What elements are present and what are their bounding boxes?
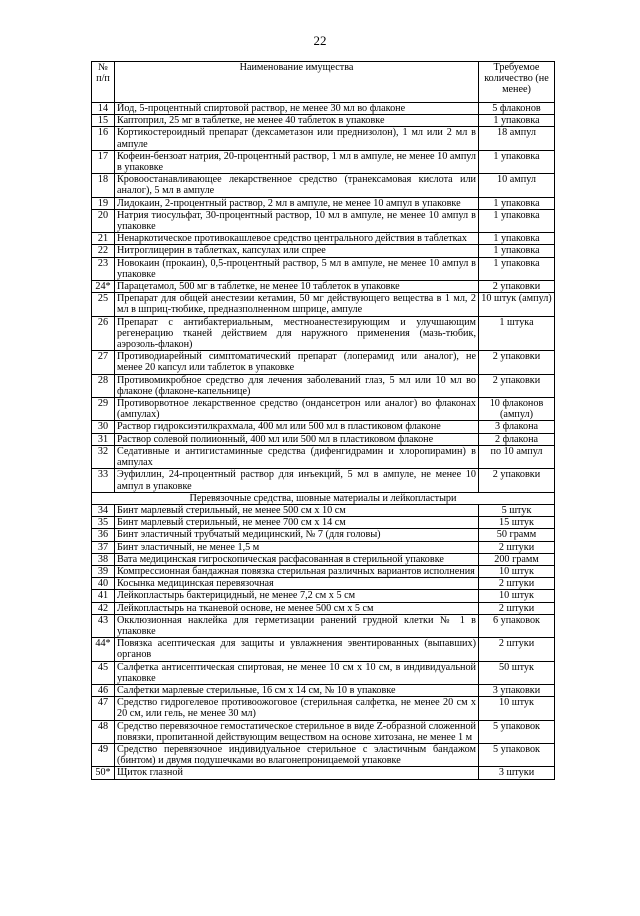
cell-num: 44* <box>92 638 115 661</box>
cell-qty: 2 упаковки <box>479 374 555 397</box>
cell-num: 22 <box>92 245 115 257</box>
cell-qty: 1 упаковка <box>479 233 555 245</box>
cell-name: Новокаин (прокаин), 0,5-процентный раствор, 5 мл в ампуле, не менее 10 ампул в упаковке <box>115 257 479 280</box>
table-row <box>92 281 555 293</box>
cell-num: 29 <box>92 398 115 421</box>
cell-qty: 6 упаковок <box>479 614 555 637</box>
cell-qty: 10 штук <box>479 590 555 602</box>
cell-name: Бинт эластичный, не менее 1,5 м <box>115 541 479 553</box>
cell-name: Противорвотное лекарственное средство (ондансетрон или аналог) во флаконах (ампулах) <box>115 398 479 421</box>
cell-qty: 1 упаковка <box>479 115 555 127</box>
table-header-row <box>92 62 555 103</box>
cell-num: 23 <box>92 257 115 280</box>
cell-num: 45 <box>92 661 115 684</box>
cell-name: Препарат для общей анестезии кетамин, 50 мг действующего вещества в 1 мл, 2 мл в шприц-тюбике, предназполненном шприце, ампуле <box>115 293 479 316</box>
cell-qty: 18 ампул <box>479 127 555 150</box>
cell-name: Натрия тиосульфат, 30-процентный раствор, 10 мл в ампуле, не менее 10 ампул в упаковке <box>115 209 479 232</box>
section-row <box>92 492 555 504</box>
cell-num: 50* <box>92 767 115 779</box>
table-row <box>92 469 555 492</box>
cell-qty: 1 упаковка <box>479 150 555 173</box>
cell-name: Компрессионная бандажная повязка стерильная различных вариантов исполнения <box>115 565 479 577</box>
cell-num: 47 <box>92 697 115 720</box>
cell-num: 21 <box>92 233 115 245</box>
cell-qty: 2 штуки <box>479 578 555 590</box>
table-row <box>92 150 555 173</box>
cell-name: Каптоприл, 25 мг в таблетке, не менее 40 таблеток в упаковке <box>115 115 479 127</box>
cell-qty: 1 штука <box>479 316 555 351</box>
cell-qty: 50 грамм <box>479 529 555 541</box>
table-row <box>92 445 555 468</box>
table-row <box>92 421 555 433</box>
cell-num: 16 <box>92 127 115 150</box>
cell-num: 17 <box>92 150 115 173</box>
table-row <box>92 517 555 529</box>
table-row <box>92 743 555 766</box>
section-title: Перевязочные средства, шовные материалы и лейкопластыри <box>92 492 555 504</box>
table-row <box>92 602 555 614</box>
table-row <box>92 197 555 209</box>
cell-name: Йод, 5-процентный спиртовой раствор, не менее 30 мл во флаконе <box>115 103 479 115</box>
table-row <box>92 661 555 684</box>
cell-num: 34 <box>92 504 115 516</box>
cell-num: 48 <box>92 720 115 743</box>
cell-name: Средство гидрогелевое противоожоговое (стерильная салфетка, не менее 20 см х 20 см, или гель, не менее 30 мл) <box>115 697 479 720</box>
cell-qty: 3 штуки <box>479 767 555 779</box>
table-row <box>92 103 555 115</box>
cell-name: Препарат с антибактериальным, местноанестезирующим и улучшающим регенерацию тканей действием для наружного применения (мазь-тюбик, аэрозоль-флакон) <box>115 316 479 351</box>
cell-num: 15 <box>92 115 115 127</box>
cell-num: 32 <box>92 445 115 468</box>
cell-num: 46 <box>92 684 115 696</box>
table-row <box>92 720 555 743</box>
cell-name: Парацетамол, 500 мг в таблетке, не менее 10 таблеток в упаковке <box>115 281 479 293</box>
cell-num: 39 <box>92 565 115 577</box>
table-row <box>92 257 555 280</box>
inventory-table <box>91 61 555 780</box>
cell-num: 49 <box>92 743 115 766</box>
cell-name: Окклюзионная наклейка для герметизации ранений грудной клетки № 1 в упаковке <box>115 614 479 637</box>
table-row <box>92 767 555 779</box>
cell-qty: 10 флаконов (ампул) <box>479 398 555 421</box>
cell-name: Противодиарейный симптоматический препарат (лоперамид или аналог), не менее 20 капсул или таблеток в упаковке <box>115 351 479 374</box>
cell-name: Средство перевязочное индивидуальное стерильное с эластичным бандажом (бинтом) и двумя подушечками во влагонепроницаемой упаковке <box>115 743 479 766</box>
cell-qty: 5 флаконов <box>479 103 555 115</box>
cell-num: 36 <box>92 529 115 541</box>
cell-name: Раствор гидроксиэтилкрахмала, 400 мл или 500 мл в пластиковом флаконе <box>115 421 479 433</box>
table-body <box>92 103 555 780</box>
table-row <box>92 245 555 257</box>
cell-name: Эуфиллин, 24-процентный раствор для инъекций, 5 мл в ампуле, не менее 10 ампул в упаковке <box>115 469 479 492</box>
cell-name: Нитроглицерин в таблетках, капсулах или спрее <box>115 245 479 257</box>
cell-num: 24* <box>92 281 115 293</box>
cell-qty: 2 упаковки <box>479 351 555 374</box>
cell-num: 19 <box>92 197 115 209</box>
header-num: № п/п <box>92 62 115 103</box>
table-row <box>92 504 555 516</box>
cell-name: Противомикробное средство для лечения заболеваний глаз, 5 мл или 10 мл во флаконе (флаконе-капельнице) <box>115 374 479 397</box>
cell-num: 14 <box>92 103 115 115</box>
cell-name: Лейкопластырь бактерицидный, не менее 7,2 см х 5 см <box>115 590 479 602</box>
cell-num: 38 <box>92 553 115 565</box>
cell-name: Кофеин-бензоат натрия, 20-процентный раствор, 1 мл в ампуле, не менее 10 ампул в упаковке <box>115 150 479 173</box>
cell-name: Бинт марлевый стерильный, не менее 700 см х 14 см <box>115 517 479 529</box>
cell-num: 30 <box>92 421 115 433</box>
table-row <box>92 590 555 602</box>
cell-qty: 10 штук <box>479 697 555 720</box>
table-row <box>92 433 555 445</box>
cell-name: Вата медицинская гигроскопическая расфасованная в стерильной упаковке <box>115 553 479 565</box>
cell-name: Седативные и антигистаминные средства (дифенгидрамин и хлоропирамин) в ампулах <box>115 445 479 468</box>
cell-num: 31 <box>92 433 115 445</box>
cell-name: Бинт марлевый стерильный, не менее 500 см х 10 см <box>115 504 479 516</box>
cell-qty: 10 штук <box>479 565 555 577</box>
cell-qty: 10 штук (ампул) <box>479 293 555 316</box>
cell-num: 33 <box>92 469 115 492</box>
cell-qty: 1 упаковка <box>479 257 555 280</box>
cell-qty: 5 штук <box>479 504 555 516</box>
table-row <box>92 174 555 197</box>
cell-qty: 1 упаковка <box>479 209 555 232</box>
table-row <box>92 209 555 232</box>
header-name: Наименование имущества <box>115 62 479 103</box>
table-row <box>92 697 555 720</box>
header-qty: Требуемое количество (не менее) <box>479 62 555 103</box>
table-row <box>92 553 555 565</box>
table-row <box>92 529 555 541</box>
cell-name: Раствор солевой полиионный, 400 мл или 500 мл в пластиковом флаконе <box>115 433 479 445</box>
cell-qty: 2 упаковки <box>479 469 555 492</box>
cell-name: Лидокаин, 2-процентный раствор, 2 мл в ампуле, не менее 10 ампул в упаковке <box>115 197 479 209</box>
cell-num: 37 <box>92 541 115 553</box>
cell-num: 28 <box>92 374 115 397</box>
cell-num: 25 <box>92 293 115 316</box>
cell-qty: 200 грамм <box>479 553 555 565</box>
table-row <box>92 614 555 637</box>
cell-name: Кортикостероидный препарат (дексаметазон или преднизолон), 1 мл или 2 мл в ампуле <box>115 127 479 150</box>
cell-num: 26 <box>92 316 115 351</box>
cell-qty: 5 упаковок <box>479 720 555 743</box>
cell-qty: 5 упаковок <box>479 743 555 766</box>
cell-num: 40 <box>92 578 115 590</box>
table-row <box>92 374 555 397</box>
cell-num: 18 <box>92 174 115 197</box>
cell-qty: 1 упаковка <box>479 197 555 209</box>
table-row <box>92 115 555 127</box>
cell-qty: 15 штук <box>479 517 555 529</box>
cell-name: Средство перевязочное гемостатическое стерильное в виде Z-образной сложенной повязки, пропитанной действующим веществом на основе хитозана, не менее 1 м <box>115 720 479 743</box>
table-row <box>92 351 555 374</box>
cell-qty: 3 флакона <box>479 421 555 433</box>
cell-num: 35 <box>92 517 115 529</box>
cell-num: 41 <box>92 590 115 602</box>
table-row <box>92 684 555 696</box>
cell-name: Ненаркотическое противокашлевое средство центрального действия в таблетках <box>115 233 479 245</box>
cell-name: Косынка медицинская перевязочная <box>115 578 479 590</box>
table-row <box>92 316 555 351</box>
cell-name: Лейкопластырь на тканевой основе, не менее 500 см х 5 см <box>115 602 479 614</box>
cell-name: Салфетка антисептическая спиртовая, не менее 10 см х 10 см, в индивидуальной упаковке <box>115 661 479 684</box>
cell-qty: 50 штук <box>479 661 555 684</box>
cell-name: Кровоостанавливающее лекарственное средство (транексамовая кислота или аналог), 5 мл в ампуле <box>115 174 479 197</box>
cell-qty: 2 флакона <box>479 433 555 445</box>
cell-num: 42 <box>92 602 115 614</box>
cell-qty: по 10 ампул <box>479 445 555 468</box>
table-row <box>92 578 555 590</box>
cell-qty: 2 упаковки <box>479 281 555 293</box>
table-row <box>92 293 555 316</box>
cell-num: 43 <box>92 614 115 637</box>
cell-qty: 1 упаковка <box>479 245 555 257</box>
cell-name: Салфетки марлевые стерильные, 16 см х 14 см, № 10 в упаковке <box>115 684 479 696</box>
table-row <box>92 541 555 553</box>
cell-name: Щиток глазной <box>115 767 479 779</box>
page-number: 22 <box>313 33 327 48</box>
table-row <box>92 233 555 245</box>
cell-name: Бинт эластичный трубчатый медицинский, № 7 (для головы) <box>115 529 479 541</box>
table-row <box>92 127 555 150</box>
cell-name: Повязка асептическая для защиты и увлажнения эвентированных (выпавших) органов <box>115 638 479 661</box>
cell-qty: 2 штуки <box>479 638 555 661</box>
cell-qty: 2 штуки <box>479 602 555 614</box>
cell-num: 20 <box>92 209 115 232</box>
cell-qty: 3 упаковки <box>479 684 555 696</box>
table-row <box>92 565 555 577</box>
cell-qty: 2 штуки <box>479 541 555 553</box>
cell-num: 27 <box>92 351 115 374</box>
cell-qty: 10 ампул <box>479 174 555 197</box>
table-row <box>92 638 555 661</box>
table-row <box>92 398 555 421</box>
